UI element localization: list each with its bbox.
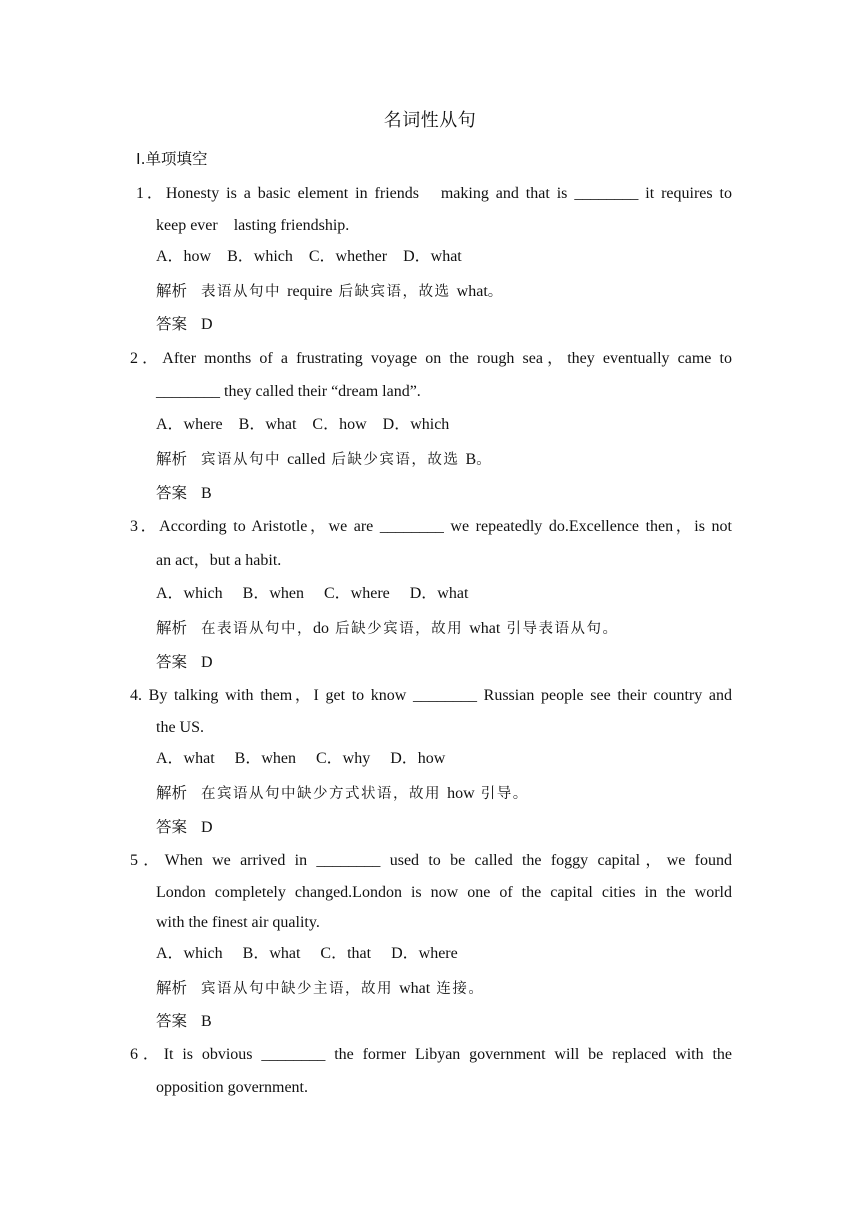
question-1-line-2: keep ever lasting friendship. bbox=[156, 217, 350, 234]
question-5-line-2: London completely changed.London is now one of the capital cities in the world bbox=[156, 884, 732, 901]
question-1-options: A．how B．which C．whether D．what bbox=[156, 248, 462, 265]
question-4-answer: 答案 D bbox=[156, 818, 213, 836]
analysis-label: 解析 bbox=[156, 282, 188, 300]
page-title: 名词性从句 bbox=[383, 110, 477, 131]
answer-label: 答案 bbox=[156, 1012, 188, 1030]
question-4-analysis: 解析 在宾语从句中缺少方式状语，故用 how 引导。 bbox=[156, 784, 529, 802]
analysis-label: 解析 bbox=[156, 450, 188, 468]
question-1-answer: 答案 D bbox=[156, 315, 213, 333]
answer-label: 答案 bbox=[156, 484, 188, 502]
answer-label: 答案 bbox=[156, 315, 188, 333]
question-2-answer: 答案 B bbox=[156, 484, 212, 502]
question-4-options: A．what B．when C．why D．how bbox=[156, 750, 446, 767]
analysis-label: 解析 bbox=[156, 784, 188, 802]
answer-label: 答案 bbox=[156, 818, 188, 836]
analysis-label: 解析 bbox=[156, 979, 188, 997]
question-6-line-1: 6．It is obvious ________ the former Libyan government will be replaced with the bbox=[130, 1046, 732, 1063]
question-5-analysis: 解析 宾语从句中缺少主语，故用 what 连接。 bbox=[156, 979, 485, 997]
question-3-line-2: an act，but a habit. bbox=[156, 552, 282, 569]
question-2-options: A．where B．what C．how D．which bbox=[156, 416, 450, 433]
question-2-analysis: 解析 宾语从句中 called 后缺少宾语，故选 B。 bbox=[156, 450, 493, 468]
question-5-options: A．which B．what C．that D．where bbox=[156, 945, 458, 962]
question-6-line-2: opposition government. bbox=[156, 1079, 308, 1096]
question-5-answer: 答案 B bbox=[156, 1012, 212, 1030]
question-3-options: A．which B．when C．where D．what bbox=[156, 585, 469, 602]
question-5-line-1: 5．When we arrived in ________ used to be called the foggy capital，we found bbox=[130, 852, 732, 869]
question-4-line-2: the US. bbox=[156, 719, 204, 736]
question-3-line-1: 3．According to Aristotle，we are ________ we repeatedly do.Excellence then，is not bbox=[130, 518, 732, 535]
answer-label: 答案 bbox=[156, 653, 188, 671]
question-2-line-2: ________ they called their “dream land”. bbox=[156, 383, 421, 400]
analysis-label: 解析 bbox=[156, 619, 188, 637]
question-2-line-1: 2．After months of a frustrating voyage on the rough sea，they eventually came to bbox=[130, 350, 732, 367]
question-1-line-1: 1．Honesty is a basic element in friends making and that is ________ it requires to bbox=[136, 185, 732, 202]
question-5-line-3: with the finest air quality. bbox=[156, 914, 320, 931]
question-4-line-1: 4. By talking with them，I get to know ________ Russian people see their country and bbox=[130, 687, 732, 704]
section-heading: Ⅰ.单项填空 bbox=[136, 150, 208, 168]
question-1-analysis: 解析 表语从句中 require 后缺宾语，故选 what。 bbox=[156, 282, 504, 300]
question-3-analysis: 解析 在表语从句中，do 后缺少宾语，故用 what 引导表语从句。 bbox=[156, 619, 619, 637]
question-3-answer: 答案 D bbox=[156, 653, 213, 671]
